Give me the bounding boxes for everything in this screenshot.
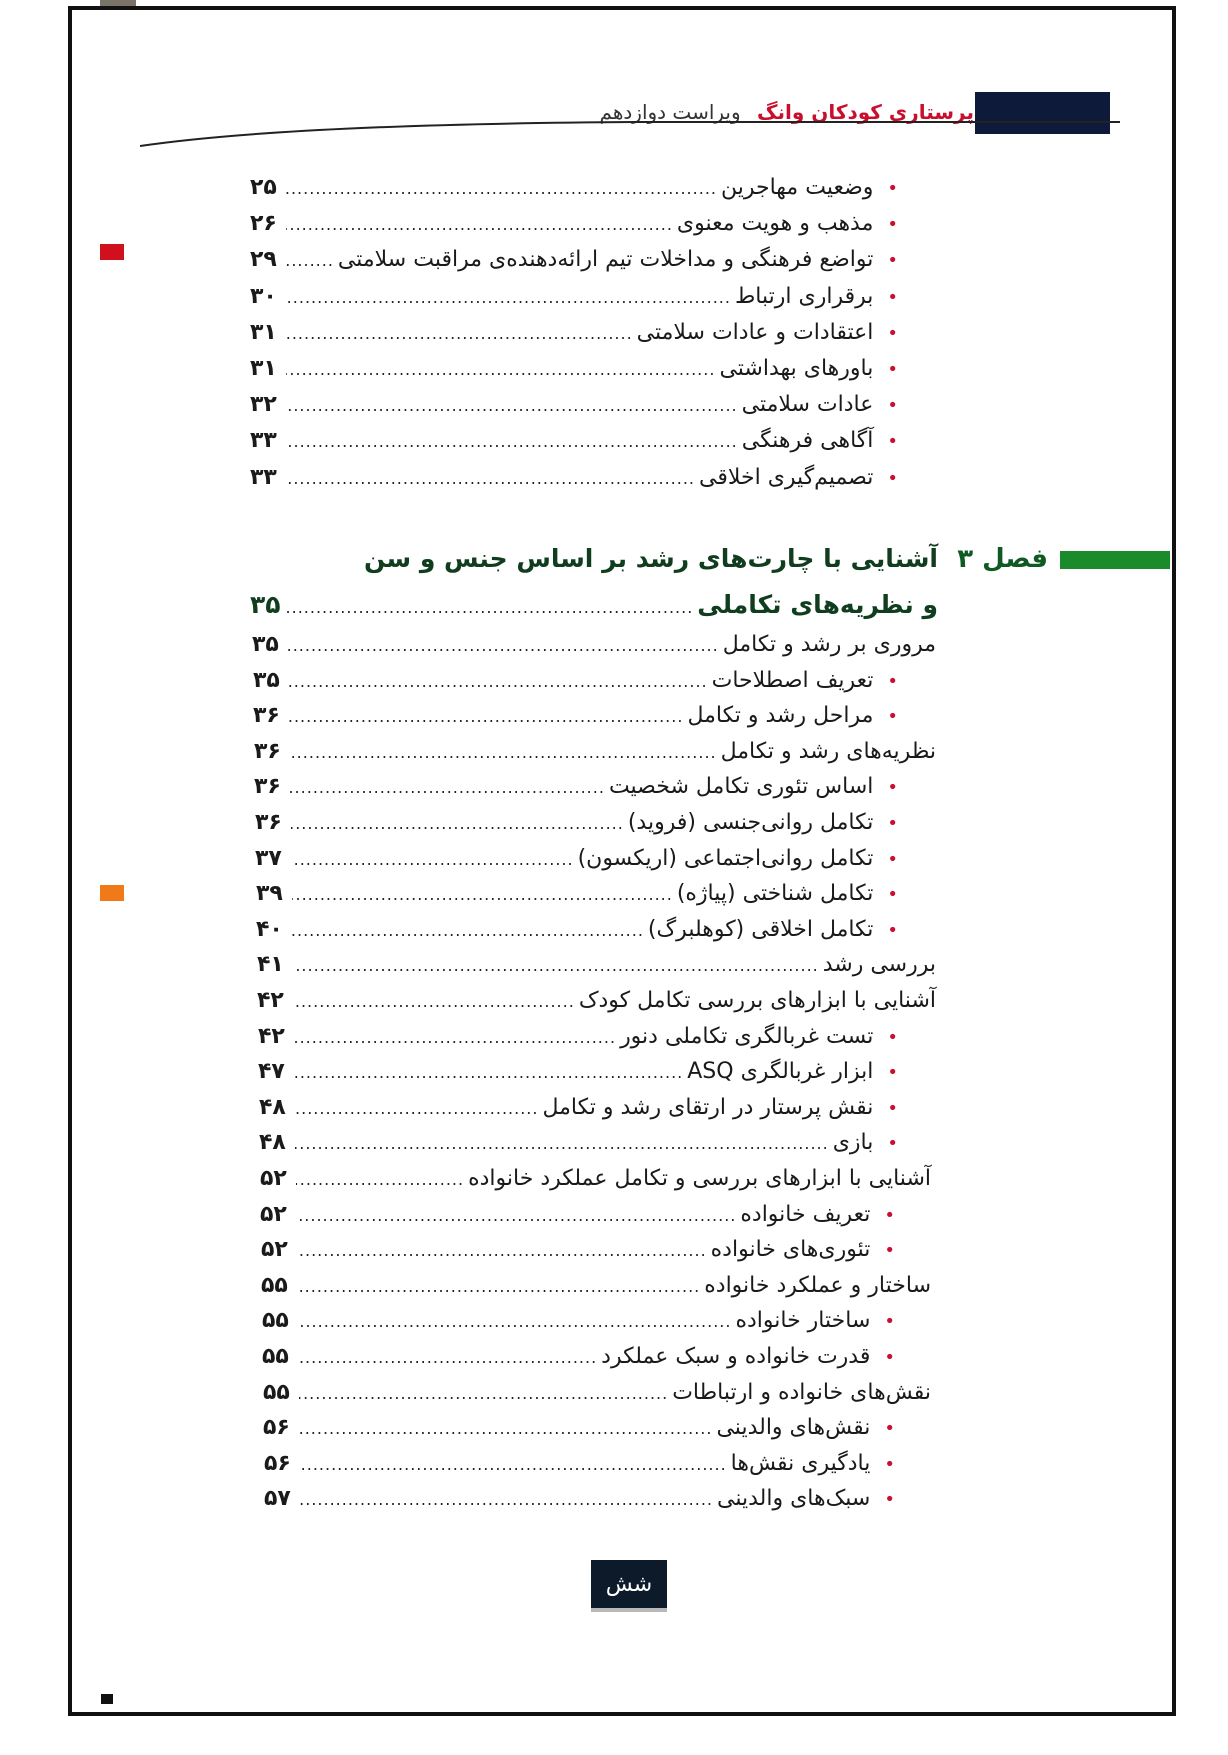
page-number-label: شش [605, 1571, 653, 1597]
toc-entry-label: قدرت خانواده و سبک عملکرد [601, 1344, 871, 1369]
bullet-icon: • [884, 1347, 895, 1368]
leader-dots [297, 1236, 707, 1266]
leader-dots [290, 738, 717, 768]
bullet-icon: • [887, 250, 898, 272]
toc-entry-label: تعریف اصطلاحات [711, 667, 874, 693]
leader-dots [292, 916, 644, 946]
toc-entry[interactable] [258, 1057, 898, 1088]
toc-entry[interactable] [259, 1128, 898, 1159]
toc-entry-label: بررسی رشد [822, 952, 936, 978]
toc-entry-label: اساس تئوری تکامل شخصیت [608, 774, 874, 800]
toc-entry-label: نقش پرستار در ارتقای رشد و تکامل [542, 1094, 874, 1120]
toc-entry[interactable] [250, 354, 898, 385]
leader-dots [286, 246, 334, 276]
toc-entry-label: نقش‌های والدینی [716, 1415, 871, 1441]
leader-dots [295, 1094, 538, 1124]
toc-entry[interactable] [250, 282, 898, 313]
leader-dots [286, 355, 715, 385]
toc-entry-label: یادگیری نقش‌ها [730, 1450, 871, 1476]
toc-entry-page: ۳۲ [250, 392, 277, 418]
toc-entry-page: ۵۷ [264, 1486, 291, 1512]
toc-entry-page: ۴۱ [257, 952, 284, 978]
toc-entry[interactable] [260, 1164, 931, 1195]
book-title: پرستاری کودکان وانگ [757, 100, 974, 124]
side-tab-orange [100, 885, 124, 901]
bullet-icon: • [887, 706, 898, 728]
toc-entry-page: ۳۹ [256, 881, 283, 907]
bullet-icon: • [887, 359, 898, 380]
toc-entry[interactable] [253, 701, 898, 732]
toc-entry[interactable] [258, 1022, 898, 1053]
bullet-icon: • [884, 1489, 895, 1511]
toc-entry-page: ۳۶ [255, 810, 282, 835]
bullet-icon: • [887, 1133, 898, 1155]
toc-entry-label: برقراری ارتباط [734, 283, 874, 309]
page-number-badge [591, 1560, 667, 1608]
leader-dots [296, 1165, 464, 1195]
toc-entry-label: بازی [832, 1130, 874, 1156]
toc-entry-page: ۳۵ [253, 667, 280, 693]
toc-entry-page: ۵۲ [260, 1201, 287, 1227]
toc-entry-page: ۵۶ [264, 1450, 291, 1476]
chapter-title-line2: و نظریه‌های تکاملی [697, 590, 938, 619]
toc-entry[interactable] [261, 1271, 931, 1302]
toc-entry-page: ۵۵ [261, 1272, 288, 1298]
toc-entry-label: تصمیم‌گیری اخلاقی [699, 464, 874, 490]
bullet-icon: • [887, 1097, 898, 1119]
toc-entry-label: تکامل روانی‌جنسی (فروید) [627, 810, 874, 835]
toc-entry[interactable] [256, 915, 898, 946]
header-rule [140, 118, 1120, 148]
toc-entry[interactable] [254, 737, 936, 768]
side-mark-black [101, 1694, 113, 1704]
toc-entry-label: نقش‌های خانواده و ارتباطات [672, 1379, 931, 1405]
leader-dots [298, 1307, 731, 1337]
toc-entry[interactable] [250, 173, 898, 204]
toc-entry-label: آشنایی با ابزارهای بررسی و تکامل عملکرد خانواده [468, 1166, 931, 1191]
chapter-page-number: ۳۵ [250, 590, 281, 619]
bullet-icon: • [887, 431, 898, 453]
leader-dots [286, 210, 673, 240]
bullet-icon: • [887, 1026, 898, 1048]
bullet-icon: • [887, 670, 898, 692]
toc-entry-page: ۳۶ [254, 738, 281, 764]
toc-entry-page: ۲۹ [250, 247, 277, 273]
leader-dots [289, 702, 683, 732]
toc-entry-page: ۴۸ [259, 1130, 286, 1156]
bullet-icon: • [887, 178, 898, 199]
toc-entry-page: ۳۰ [250, 283, 277, 309]
toc-entry-label: مراحل رشد و تکامل [687, 703, 874, 729]
toc-entry[interactable] [254, 772, 898, 803]
toc-entry-label: ابزار غربالگری ASQ [687, 1059, 874, 1085]
toc-entry[interactable] [260, 1200, 895, 1231]
leader-dots [291, 809, 624, 839]
toc-entry[interactable] [264, 1484, 895, 1515]
toc-entry-label: مذهب و هویت معنوی [676, 211, 874, 237]
toc-entry-page: ۳۱ [250, 319, 277, 345]
leader-dots [288, 631, 719, 661]
leader-dots [292, 880, 673, 910]
chapter-title-line1: آشنایی با چارت‌های رشد بر اساس جنس و سن [364, 544, 938, 573]
leader-dots [294, 1023, 616, 1053]
toc-entry-label: تست غربالگری تکاملی دنور [620, 1023, 874, 1049]
toc-entry-page: ۵۵ [262, 1308, 289, 1334]
toc-entry-page: ۳۶ [253, 703, 280, 729]
toc-entry[interactable] [250, 463, 898, 494]
leader-dots [294, 1058, 683, 1088]
bullet-icon: • [887, 1062, 898, 1084]
side-tab-red [100, 244, 124, 260]
toc-entry[interactable] [256, 879, 898, 910]
toc-entry[interactable] [264, 1449, 895, 1480]
leader-dots [286, 464, 695, 494]
toc-entry-label: تواضع فرهنگی و مداخلات تیم ارائه‌دهنده‌ی مراقبت سلامتی [337, 247, 874, 273]
leader-dots [296, 1201, 736, 1231]
bullet-icon: • [887, 322, 898, 344]
toc-entry[interactable] [253, 666, 898, 697]
toc-entry-label: تئوری‌های خانواده [710, 1237, 871, 1263]
toc-entry-label: تکامل شناختی (پیاژه) [676, 881, 874, 907]
toc-entry-label: تکامل روانی‌اجتماعی (اریکسون) [577, 845, 874, 871]
bullet-icon: • [884, 1453, 895, 1475]
edition-label: ویراست دوازدهم [599, 100, 741, 124]
toc-entry-label: تکامل اخلاقی (کوهلبرگ) [647, 916, 874, 942]
toc-entry-page: ۳۳ [250, 464, 277, 490]
toc-entry-page: ۵۲ [260, 1166, 287, 1191]
toc-entry-page: ۳۱ [250, 356, 277, 381]
toc-entry[interactable] [250, 390, 898, 421]
toc-entry-page: ۴۰ [256, 916, 283, 942]
toc-entry-label: آشنایی با ابزارهای بررسی تکامل کودک [578, 988, 936, 1013]
toc-entry[interactable] [263, 1413, 895, 1444]
toc-entry[interactable] [252, 630, 936, 661]
toc-entry[interactable] [250, 426, 898, 457]
leader-dots [291, 845, 574, 875]
toc-entry[interactable] [262, 1342, 895, 1373]
toc-entry-page: ۳۶ [254, 774, 281, 800]
leader-dots [298, 1343, 597, 1373]
toc-entry-page: ۳۳ [250, 428, 277, 454]
toc-entry[interactable] [255, 808, 898, 839]
leader-dots [290, 773, 605, 803]
leader-dots [297, 1272, 700, 1302]
toc-entry-page: ۳۵ [252, 632, 279, 657]
toc-entry-page: ۳۷ [255, 845, 282, 871]
toc-entry-label: مروری بر رشد و تکامل [722, 632, 936, 657]
toc-entry-label: وضعیت مهاجرین [720, 175, 874, 200]
toc-entry[interactable] [261, 1235, 895, 1266]
toc-entry-label: تعریف خانواده [740, 1201, 871, 1227]
bullet-icon: • [887, 813, 898, 834]
leader-dots [299, 1414, 712, 1444]
toc-entry-page: ۴۷ [258, 1059, 285, 1085]
bullet-icon: • [887, 286, 898, 308]
chapter-number: فصل ۳ [957, 544, 1048, 574]
bullet-icon: • [887, 777, 898, 799]
toc-entry-page: ۲۶ [250, 211, 277, 237]
toc-entry-page: ۲۵ [250, 175, 277, 200]
leader-dots [300, 1450, 727, 1480]
bullet-icon: • [887, 919, 898, 941]
toc-entry[interactable] [262, 1306, 895, 1337]
leader-dots [286, 391, 738, 421]
toc-entry-page: ۴۲ [258, 1023, 285, 1049]
bullet-icon: • [887, 884, 898, 906]
chapter-color-bar [1060, 551, 1170, 569]
chapter-title-row[interactable] [250, 590, 938, 623]
leader-dots [299, 1379, 668, 1409]
toc-entry-page: ۴۲ [257, 988, 284, 1013]
toc-entry[interactable] [250, 245, 898, 276]
toc-entry-page: ۵۵ [263, 1379, 290, 1405]
leader-dots [289, 667, 708, 697]
bullet-icon: • [884, 1204, 895, 1226]
toc-entry-label: آگاهی فرهنگی [741, 428, 874, 454]
toc-entry-label: ساختار خانواده [735, 1308, 871, 1334]
toc-entry-label: اعتقادات و عادات سلامتی [636, 319, 874, 345]
toc-entry[interactable] [257, 986, 936, 1017]
bullet-icon: • [887, 848, 898, 870]
leader-dots [300, 1485, 713, 1515]
toc-entry-label: باورهای بهداشتی [719, 356, 874, 381]
bullet-icon: • [884, 1418, 895, 1440]
leader-dots [295, 1129, 829, 1159]
toc-entry[interactable] [250, 318, 898, 349]
toc-entry-page: ۴۸ [259, 1094, 286, 1120]
toc-entry-label: نظریه‌های رشد و تکامل [720, 738, 936, 764]
leader-dots [286, 593, 693, 623]
toc-entry[interactable] [250, 209, 898, 240]
toc-entry-label: عادات سلامتی [741, 392, 874, 418]
toc-entry-page: ۵۲ [261, 1237, 288, 1263]
bullet-icon: • [884, 1311, 895, 1333]
bullet-icon: • [887, 467, 898, 489]
toc-entry-label: ساختار و عملکرد خانواده [704, 1272, 931, 1298]
toc-entry[interactable] [263, 1378, 931, 1409]
leader-dots [293, 951, 819, 981]
leader-dots [286, 174, 717, 204]
leader-dots [286, 427, 738, 457]
toc-entry-page: ۵۵ [262, 1344, 289, 1369]
leader-dots [293, 987, 575, 1017]
bullet-icon: • [884, 1240, 895, 1262]
toc-entry[interactable] [255, 844, 898, 875]
toc-entry[interactable] [259, 1093, 898, 1124]
bullet-icon: • [887, 214, 898, 236]
toc-entry-label: سبک‌های والدینی [717, 1486, 871, 1512]
leader-dots [286, 283, 731, 313]
bullet-icon: • [887, 395, 898, 417]
leader-dots [286, 319, 633, 349]
toc-entry[interactable] [257, 950, 936, 981]
toc-entry-page: ۵۶ [263, 1415, 290, 1441]
